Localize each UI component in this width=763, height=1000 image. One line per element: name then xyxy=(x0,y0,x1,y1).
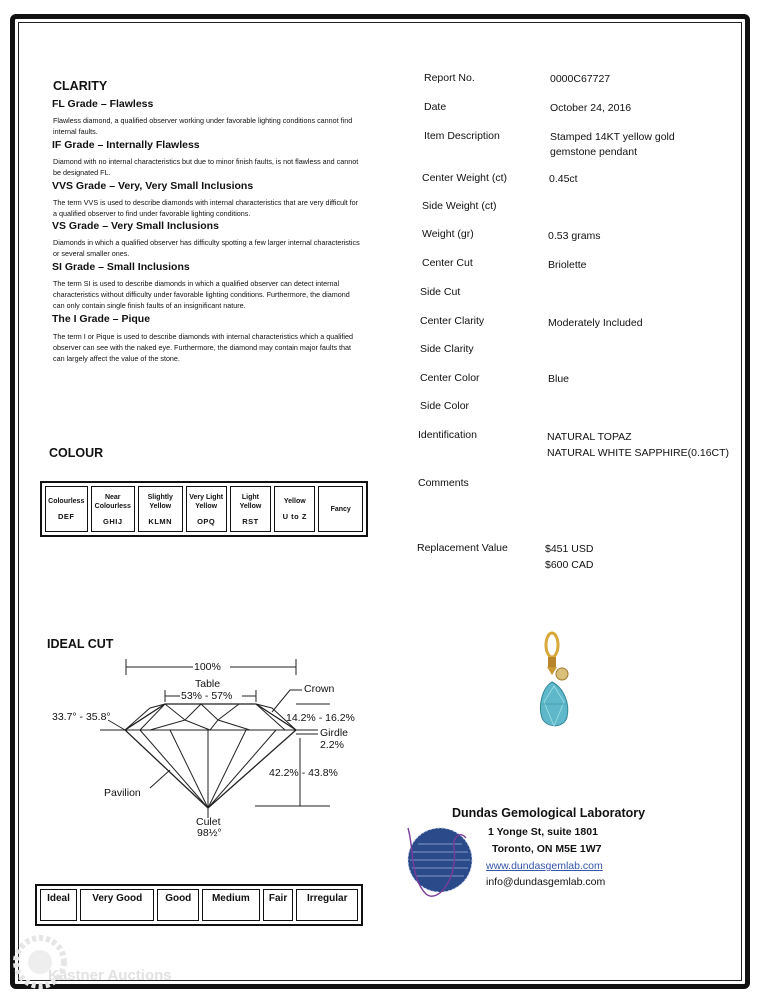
center-cut-label: Center Cut xyxy=(422,257,473,269)
side-weight-label: Side Weight (ct) xyxy=(422,200,497,212)
girdle-value: 2.2% xyxy=(320,739,344,751)
grade-vs-desc: Diamonds in which a qualified observer has difficulty spotting a few larger internal characteristics or several smaller ones. xyxy=(53,238,360,258)
ideal-cut-title: IDEAL CUT xyxy=(47,637,114,651)
pavilion-label: Pavilion xyxy=(104,787,141,799)
colour-name: Colourless xyxy=(48,498,85,505)
date-value: October 24, 2016 xyxy=(550,102,632,114)
colour-title: COLOUR xyxy=(49,446,104,460)
side-clarity-label: Side Clarity xyxy=(420,343,474,355)
cut-grade-table xyxy=(35,884,363,926)
date-label: Date xyxy=(424,101,447,113)
auction-watermark-logo xyxy=(10,930,172,1000)
colour-name: Slightly Yellow xyxy=(147,493,173,510)
grade-vs-title: VS Grade – Very Small Inclusions xyxy=(52,220,219,232)
report-no-label: Report No. xyxy=(424,72,475,84)
grade-if-desc: Diamond with no internal characteristics but due to minor finish faults, is not flawless and cannot be designated FL. xyxy=(53,157,359,177)
watermark-text: Kastner Auctions xyxy=(48,967,172,984)
girdle-label: Girdle xyxy=(320,727,349,739)
grade-fl-desc: Flawless diamond, a qualified observer working under favorable lighting conditions cannot find internal faults. xyxy=(53,116,353,136)
colour-name: Very Light Yellow xyxy=(189,493,224,510)
lab-seal-icon xyxy=(398,808,480,908)
identification-value-2: NATURAL WHITE SAPPHIRE(0.16CT) xyxy=(547,447,730,459)
lab-address-2: Toronto, ON M5E 1W7 xyxy=(492,843,602,855)
center-cut-value: Briolette xyxy=(548,259,587,271)
clarity-title: CLARITY xyxy=(53,79,108,93)
replacement-usd: $451 USD xyxy=(545,543,594,555)
grade-if-title: IF Grade – Internally Flawless xyxy=(52,139,200,151)
colour-code: KLMN xyxy=(148,516,173,526)
grade-si-desc: The term SI is used to describe diamonds in which a qualified observer can detect internal characteristics without difficulty under favorable lighting conditions. Furthermore, the diamond can only contain single finish faults of an insignificant nature. xyxy=(53,279,350,310)
table-label: Table xyxy=(195,678,221,690)
culet-value: 98½° xyxy=(197,827,222,839)
cut-grade-cell: Good xyxy=(157,889,199,921)
colour-code: OPQ xyxy=(197,516,216,526)
colour-code: GHIJ xyxy=(102,516,123,526)
grade-i-title: The I Grade – Pique xyxy=(52,313,151,325)
cut-grade-cell: Ideal xyxy=(40,889,77,921)
weight-gr-label: Weight (gr) xyxy=(422,228,474,240)
center-clarity-value: Moderately Included xyxy=(548,317,643,329)
colour-code: RST xyxy=(242,516,259,526)
culet-label: Culet xyxy=(196,816,221,828)
cut-grade-cell: Medium xyxy=(202,889,260,921)
colour-name: Light Yellow xyxy=(239,493,262,510)
grade-si-title: SI Grade – Small Inclusions xyxy=(52,261,190,273)
width-label: 100% xyxy=(194,661,221,673)
comments-label: Comments xyxy=(418,477,469,489)
replacement-value-label: Replacement Value xyxy=(417,542,508,554)
item-description-value: Stamped 14KT yellow gold gemstone pendant xyxy=(550,131,675,158)
identification-label: Identification xyxy=(418,429,477,441)
cut-grade-cell: Irregular xyxy=(296,889,358,921)
center-weight-value: 0.45ct xyxy=(549,173,578,185)
colour-name: Fancy xyxy=(330,505,351,513)
side-color-label: Side Color xyxy=(420,400,470,412)
lab-address-1: 1 Yonge St, suite 1801 xyxy=(488,826,598,838)
crown-label: Crown xyxy=(304,683,335,695)
replacement-cad: $600 CAD xyxy=(545,559,594,571)
crown-height-label: 14.2% - 16.2% xyxy=(286,712,355,724)
colour-code: U to Z xyxy=(282,512,307,521)
center-color-label: Center Color xyxy=(420,372,480,384)
cut-grade-cell: Fair xyxy=(263,889,294,921)
pavilion-depth-label: 42.2% - 43.8% xyxy=(269,767,338,779)
side-cut-label: Side Cut xyxy=(420,286,461,298)
cut-grade-cell: Very Good xyxy=(80,889,155,921)
item-description-label: Item Description xyxy=(424,130,500,142)
report-no-value: 0000C67727 xyxy=(550,73,611,85)
weight-gr-value: 0.53 grams xyxy=(548,230,601,242)
table-range-label: 53% - 57% xyxy=(181,690,233,702)
grade-vvs-title: VVS Grade – Very, Very Small Inclusions xyxy=(52,180,254,192)
colour-name: Yellow xyxy=(283,498,306,505)
colour-name: Near Colourless xyxy=(94,493,131,510)
grade-i-desc: The term I or Pique is used to describe diamonds with internal characteristics which a qualified observer can see with the naked eye. Furthermore, the diamond may contain major faults that can largely affect the value of the stone. xyxy=(53,332,354,363)
colour-code: DEF xyxy=(58,512,75,521)
lab-email: info@dundasgemlab.com xyxy=(486,876,606,888)
center-weight-label: Center Weight (ct) xyxy=(422,172,507,184)
center-clarity-label: Center Clarity xyxy=(420,315,485,327)
identification-value: NATURAL TOPAZ xyxy=(547,431,632,443)
crown-angle-label: 33.7° - 35.8° xyxy=(52,711,111,723)
grade-fl-title: FL Grade – Flawless xyxy=(52,98,154,110)
lab-website-link[interactable]: www.dundasgemlab.com xyxy=(486,860,603,872)
grade-vvs-desc: The term VVS is used to describe diamonds with internal characteristics that are very difficult for a qualified observer to find under favorable lighting conditions. xyxy=(53,198,359,218)
lab-name: Dundas Gemological Laboratory xyxy=(452,806,646,820)
center-color-value: Blue xyxy=(548,373,570,385)
pendant-image xyxy=(530,628,590,740)
